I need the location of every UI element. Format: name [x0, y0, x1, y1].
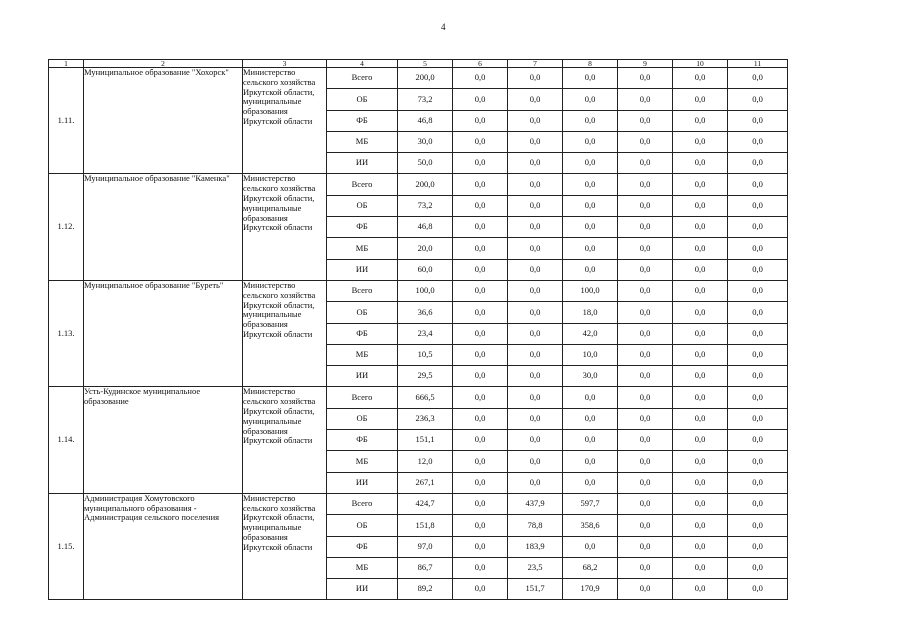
amount-cell: 0,0 — [563, 408, 618, 429]
amount-cell: 42,0 — [563, 323, 618, 344]
amount-cell: 0,0 — [563, 217, 618, 238]
column-number: 6 — [453, 60, 508, 68]
amount-cell: 0,0 — [508, 259, 563, 280]
amount-cell: 10,5 — [398, 344, 453, 365]
amount-cell: 0,0 — [563, 174, 618, 195]
amount-cell: 50,0 — [398, 153, 453, 174]
responsible-party: Министерство сельского хозяйства Иркутской области, муниципальные образования Иркутской области — [243, 493, 327, 599]
amount-cell: 437,9 — [508, 493, 563, 514]
amount-cell: 0,0 — [563, 68, 618, 89]
amount-cell: 0,0 — [563, 536, 618, 557]
amount-cell: 86,7 — [398, 557, 453, 578]
amount-cell: 0,0 — [453, 579, 508, 600]
amount-cell: 60,0 — [398, 259, 453, 280]
amount-cell: 0,0 — [728, 536, 788, 557]
amount-cell: 0,0 — [673, 302, 728, 323]
amount-cell: 0,0 — [508, 89, 563, 110]
budget-table — [48, 59, 788, 600]
amount-cell: 0,0 — [728, 472, 788, 493]
amount-cell: 0,0 — [618, 302, 673, 323]
amount-cell: 0,0 — [508, 195, 563, 216]
amount-cell: 0,0 — [618, 451, 673, 472]
amount-cell: 0,0 — [728, 323, 788, 344]
amount-cell: 10,0 — [563, 344, 618, 365]
amount-cell: 0,0 — [728, 387, 788, 408]
amount-cell: 267,1 — [398, 472, 453, 493]
amount-cell: 0,0 — [728, 302, 788, 323]
amount-cell: 0,0 — [453, 238, 508, 259]
table-row — [49, 387, 788, 408]
item-number: 1.11. — [49, 68, 84, 174]
amount-cell: 23,4 — [398, 323, 453, 344]
amount-cell: 0,0 — [728, 493, 788, 514]
table-row — [49, 280, 788, 301]
item-number: 1.14. — [49, 387, 84, 493]
amount-cell: 23,5 — [508, 557, 563, 578]
amount-cell: 0,0 — [673, 153, 728, 174]
funding-source: ИИ — [327, 472, 398, 493]
amount-cell: 0,0 — [453, 472, 508, 493]
funding-source: МБ — [327, 131, 398, 152]
amount-cell: 0,0 — [453, 89, 508, 110]
amount-cell: 0,0 — [563, 110, 618, 131]
column-number: 11 — [728, 60, 788, 68]
amount-cell: 200,0 — [398, 68, 453, 89]
funding-source: ИИ — [327, 259, 398, 280]
funding-source: ОБ — [327, 302, 398, 323]
amount-cell: 0,0 — [453, 408, 508, 429]
organization-name: Муниципальное образование "Хохорск" — [84, 68, 243, 174]
amount-cell: 0,0 — [673, 387, 728, 408]
amount-cell: 236,3 — [398, 408, 453, 429]
amount-cell: 666,5 — [398, 387, 453, 408]
amount-cell: 0,0 — [453, 174, 508, 195]
amount-cell: 36,6 — [398, 302, 453, 323]
amount-cell: 0,0 — [618, 387, 673, 408]
amount-cell: 0,0 — [563, 89, 618, 110]
amount-cell: 0,0 — [453, 68, 508, 89]
amount-cell: 73,2 — [398, 195, 453, 216]
amount-cell: 200,0 — [398, 174, 453, 195]
amount-cell: 0,0 — [508, 430, 563, 451]
amount-cell: 183,9 — [508, 536, 563, 557]
amount-cell: 0,0 — [508, 323, 563, 344]
amount-cell: 0,0 — [508, 153, 563, 174]
amount-cell: 0,0 — [673, 238, 728, 259]
amount-cell: 0,0 — [728, 408, 788, 429]
responsible-party: Министерство сельского хозяйства Иркутской области, муниципальные образования Иркутской области — [243, 174, 327, 280]
amount-cell: 0,0 — [728, 131, 788, 152]
amount-cell: 29,5 — [398, 366, 453, 387]
amount-cell: 0,0 — [508, 451, 563, 472]
column-number: 4 — [327, 60, 398, 68]
amount-cell: 0,0 — [453, 536, 508, 557]
amount-cell: 0,0 — [508, 366, 563, 387]
amount-cell: 0,0 — [618, 131, 673, 152]
amount-cell: 0,0 — [673, 344, 728, 365]
amount-cell: 0,0 — [508, 217, 563, 238]
funding-source: ИИ — [327, 366, 398, 387]
amount-cell: 0,0 — [453, 493, 508, 514]
amount-cell: 0,0 — [618, 153, 673, 174]
amount-cell: 424,7 — [398, 493, 453, 514]
amount-cell: 0,0 — [508, 344, 563, 365]
amount-cell: 0,0 — [728, 195, 788, 216]
amount-cell: 30,0 — [398, 131, 453, 152]
page-number: 4 — [441, 22, 446, 32]
column-number: 3 — [243, 60, 327, 68]
amount-cell: 100,0 — [563, 280, 618, 301]
amount-cell: 0,0 — [673, 68, 728, 89]
funding-source: МБ — [327, 451, 398, 472]
amount-cell: 0,0 — [453, 195, 508, 216]
funding-source: ИИ — [327, 579, 398, 600]
amount-cell: 0,0 — [728, 515, 788, 536]
amount-cell: 0,0 — [673, 408, 728, 429]
amount-cell: 0,0 — [728, 68, 788, 89]
amount-cell: 0,0 — [618, 472, 673, 493]
amount-cell: 0,0 — [618, 280, 673, 301]
amount-cell: 0,0 — [673, 217, 728, 238]
amount-cell: 0,0 — [728, 579, 788, 600]
amount-cell: 100,0 — [398, 280, 453, 301]
amount-cell: 0,0 — [618, 238, 673, 259]
amount-cell: 0,0 — [563, 195, 618, 216]
amount-cell: 0,0 — [508, 68, 563, 89]
amount-cell: 0,0 — [728, 110, 788, 131]
amount-cell: 18,0 — [563, 302, 618, 323]
amount-cell: 0,0 — [453, 344, 508, 365]
amount-cell: 0,0 — [508, 387, 563, 408]
amount-cell: 46,8 — [398, 217, 453, 238]
funding-source: ФБ — [327, 430, 398, 451]
amount-cell: 0,0 — [618, 323, 673, 344]
amount-cell: 0,0 — [618, 195, 673, 216]
amount-cell: 0,0 — [728, 280, 788, 301]
item-number: 1.15. — [49, 493, 84, 599]
amount-cell: 0,0 — [728, 259, 788, 280]
amount-cell: 0,0 — [728, 451, 788, 472]
amount-cell: 0,0 — [453, 557, 508, 578]
column-number: 8 — [563, 60, 618, 68]
amount-cell: 0,0 — [728, 344, 788, 365]
amount-cell: 0,0 — [618, 110, 673, 131]
amount-cell: 0,0 — [618, 217, 673, 238]
amount-cell: 0,0 — [618, 174, 673, 195]
amount-cell: 0,0 — [618, 557, 673, 578]
amount-cell: 0,0 — [508, 238, 563, 259]
funding-source: Всего — [327, 68, 398, 89]
amount-cell: 0,0 — [618, 515, 673, 536]
amount-cell: 0,0 — [453, 515, 508, 536]
funding-source: Всего — [327, 387, 398, 408]
amount-cell: 0,0 — [673, 280, 728, 301]
amount-cell: 0,0 — [673, 323, 728, 344]
amount-cell: 0,0 — [618, 259, 673, 280]
amount-cell: 0,0 — [673, 493, 728, 514]
organization-name: Муниципальное образование "Каменка" — [84, 174, 243, 280]
amount-cell: 0,0 — [673, 131, 728, 152]
amount-cell: 0,0 — [453, 110, 508, 131]
amount-cell: 0,0 — [618, 366, 673, 387]
amount-cell: 68,2 — [563, 557, 618, 578]
responsible-party: Министерство сельского хозяйства Иркутской области, муниципальные образования Иркутской области — [243, 280, 327, 386]
organization-name: Усть-Кудинское муниципальное образование — [84, 387, 243, 493]
funding-source: МБ — [327, 344, 398, 365]
item-number: 1.13. — [49, 280, 84, 386]
amount-cell: 597,7 — [563, 493, 618, 514]
responsible-party: Министерство сельского хозяйства Иркутской области, муниципальные образования Иркутской области — [243, 387, 327, 493]
organization-name: Администрация Хомутовского муниципального образования - Администрация сельского поселения — [84, 493, 243, 599]
funding-source: ИИ — [327, 153, 398, 174]
amount-cell: 0,0 — [563, 238, 618, 259]
funding-source: МБ — [327, 238, 398, 259]
funding-source: ОБ — [327, 408, 398, 429]
funding-source: ФБ — [327, 217, 398, 238]
amount-cell: 0,0 — [453, 366, 508, 387]
amount-cell: 0,0 — [563, 472, 618, 493]
amount-cell: 0,0 — [563, 131, 618, 152]
amount-cell: 78,8 — [508, 515, 563, 536]
amount-cell: 0,0 — [728, 174, 788, 195]
amount-cell: 0,0 — [673, 89, 728, 110]
table-body — [49, 68, 788, 600]
amount-cell: 0,0 — [508, 408, 563, 429]
column-number: 10 — [673, 60, 728, 68]
funding-source: МБ — [327, 557, 398, 578]
amount-cell: 0,0 — [618, 536, 673, 557]
amount-cell: 0,0 — [618, 493, 673, 514]
amount-cell: 97,0 — [398, 536, 453, 557]
funding-source: ФБ — [327, 323, 398, 344]
amount-cell: 12,0 — [398, 451, 453, 472]
amount-cell: 0,0 — [453, 131, 508, 152]
table-row — [49, 174, 788, 195]
amount-cell: 46,8 — [398, 110, 453, 131]
column-number: 2 — [84, 60, 243, 68]
funding-source: ФБ — [327, 536, 398, 557]
amount-cell: 0,0 — [618, 68, 673, 89]
amount-cell: 0,0 — [563, 451, 618, 472]
amount-cell: 0,0 — [673, 515, 728, 536]
amount-cell: 89,2 — [398, 579, 453, 600]
funding-source: Всего — [327, 280, 398, 301]
amount-cell: 73,2 — [398, 89, 453, 110]
amount-cell: 0,0 — [728, 366, 788, 387]
amount-cell: 0,0 — [508, 131, 563, 152]
amount-cell: 0,0 — [673, 451, 728, 472]
amount-cell: 151,1 — [398, 430, 453, 451]
table-row — [49, 68, 788, 89]
amount-cell: 0,0 — [673, 472, 728, 493]
amount-cell: 0,0 — [673, 110, 728, 131]
amount-cell: 151,7 — [508, 579, 563, 600]
amount-cell: 0,0 — [728, 557, 788, 578]
responsible-party: Министерство сельского хозяйства Иркутской области, муниципальные образования Иркутской области — [243, 68, 327, 174]
amount-cell: 0,0 — [673, 174, 728, 195]
amount-cell: 0,0 — [673, 557, 728, 578]
amount-cell: 0,0 — [673, 536, 728, 557]
amount-cell: 0,0 — [453, 387, 508, 408]
column-number: 1 — [49, 60, 84, 68]
amount-cell: 0,0 — [618, 89, 673, 110]
amount-cell: 0,0 — [563, 387, 618, 408]
amount-cell: 0,0 — [673, 195, 728, 216]
column-number: 7 — [508, 60, 563, 68]
amount-cell: 0,0 — [453, 259, 508, 280]
amount-cell: 0,0 — [673, 366, 728, 387]
amount-cell: 0,0 — [673, 430, 728, 451]
amount-cell: 0,0 — [563, 430, 618, 451]
amount-cell: 0,0 — [508, 472, 563, 493]
amount-cell: 0,0 — [618, 430, 673, 451]
funding-source: ОБ — [327, 515, 398, 536]
amount-cell: 20,0 — [398, 238, 453, 259]
funding-source: ФБ — [327, 110, 398, 131]
amount-cell: 0,0 — [728, 430, 788, 451]
column-number: 9 — [618, 60, 673, 68]
amount-cell: 170,9 — [563, 579, 618, 600]
amount-cell: 0,0 — [508, 174, 563, 195]
amount-cell: 0,0 — [673, 579, 728, 600]
item-number: 1.12. — [49, 174, 84, 280]
funding-source: Всего — [327, 493, 398, 514]
funding-source: ОБ — [327, 89, 398, 110]
amount-cell: 0,0 — [563, 259, 618, 280]
table-row — [49, 493, 788, 514]
amount-cell: 0,0 — [618, 579, 673, 600]
column-number: 5 — [398, 60, 453, 68]
amount-cell: 0,0 — [508, 110, 563, 131]
amount-cell: 0,0 — [563, 153, 618, 174]
amount-cell: 0,0 — [453, 153, 508, 174]
amount-cell: 0,0 — [728, 153, 788, 174]
amount-cell: 0,0 — [728, 89, 788, 110]
funding-source: Всего — [327, 174, 398, 195]
organization-name: Муниципальное образование "Буреть" — [84, 280, 243, 386]
amount-cell: 0,0 — [673, 259, 728, 280]
funding-source: ОБ — [327, 195, 398, 216]
amount-cell: 0,0 — [728, 238, 788, 259]
amount-cell: 0,0 — [453, 217, 508, 238]
amount-cell: 0,0 — [453, 451, 508, 472]
amount-cell: 30,0 — [563, 366, 618, 387]
amount-cell: 0,0 — [453, 280, 508, 301]
amount-cell: 0,0 — [728, 217, 788, 238]
amount-cell: 0,0 — [453, 323, 508, 344]
amount-cell: 0,0 — [453, 302, 508, 323]
amount-cell: 358,6 — [563, 515, 618, 536]
amount-cell: 0,0 — [508, 302, 563, 323]
amount-cell: 0,0 — [618, 408, 673, 429]
amount-cell: 151,8 — [398, 515, 453, 536]
amount-cell: 0,0 — [618, 344, 673, 365]
amount-cell: 0,0 — [508, 280, 563, 301]
amount-cell: 0,0 — [453, 430, 508, 451]
